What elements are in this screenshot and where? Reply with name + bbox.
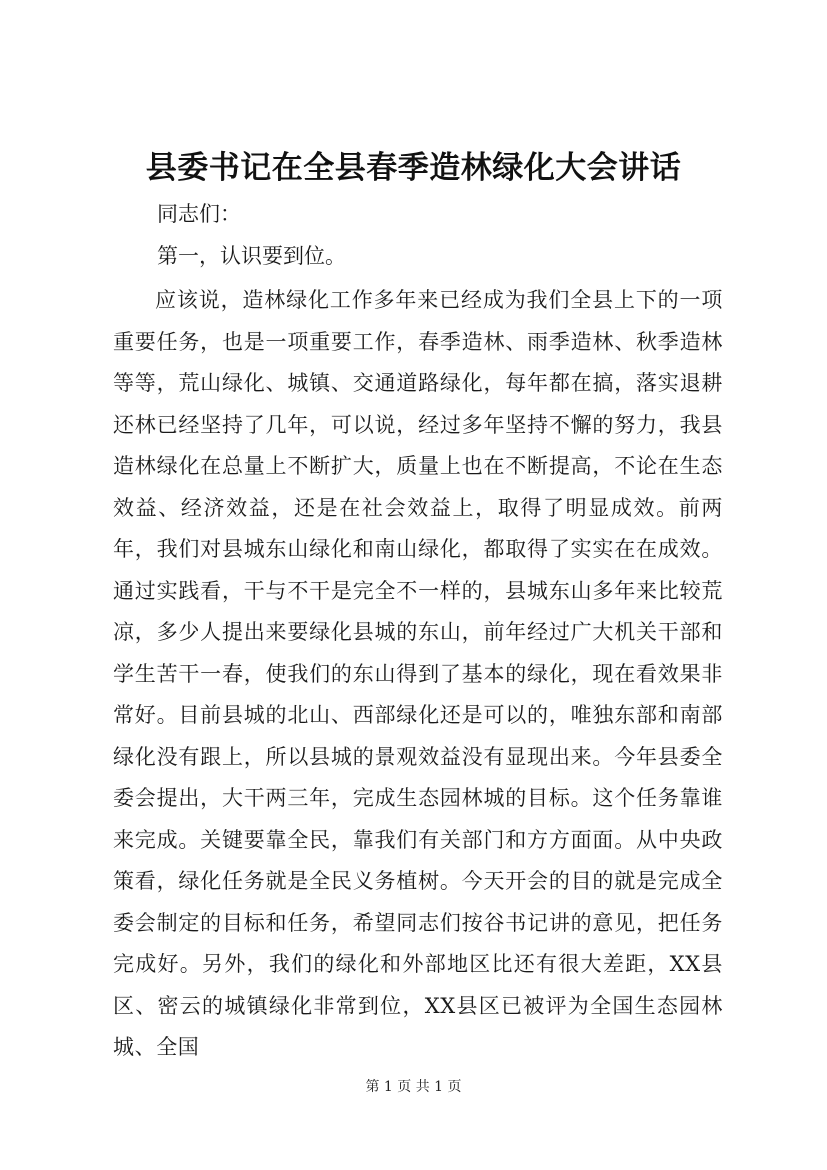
salutation: 同志们： — [157, 202, 241, 226]
page-footer: 第 1 页 共 1 页 — [365, 1079, 462, 1095]
section-heading: 第一，认识要到位。 — [157, 244, 346, 268]
body-paragraph: 应该说，造林绿化工作多年来已经成为我们全县上下的一项重要任务，也是一项重要工作，春季造林、雨季造林、秋季造林等等，荒山绿化、城镇、交通道路绿化，每年都在搞，落实退耕还林已经坚持了几年，可以说，经过多年坚持不懈的努力，我县造林绿化在总量上不断扩大，质量上也在不断提高，不论在生态效益、经济效益，还是在社会效益上，取得了明显成效。前两年，我们对县城东山绿化和南山绿化，都取得了实实在在成效。通过实践看，干与不干是完全不一样的，县城东山多年来比较荒凉，多少人提出来要绿化县城的东山，前年经过广大机关干部和学生苦干一春，使我们的东山得到了基本的绿化，现在看效果非常好。目前县城的北山、西部绿化还是可以的，唯独东部和南部绿化没有跟上，所以县城的景观效益没有显现出来。今年县委全委会提出，大干两三年，完成生态园林城的目标。这个任务靠谁来完成。关键要靠全民，靠我们有关部门和方方面面。从中央政策看，绿化任务就是全民义务植树。今天开会的目的就是完成全委会制定的目标和任务，希望同志们按谷书记讲的意见，把任务完成好。另外，我们的绿化和外部地区比还有很大差距，XX县区、密云的城镇绿化非常到位，XX县区已被评为全国生态园林城、全国 — [113, 288, 723, 1059]
document-title: 县委书记在全县春季造林绿化大会讲话 — [145, 150, 682, 186]
